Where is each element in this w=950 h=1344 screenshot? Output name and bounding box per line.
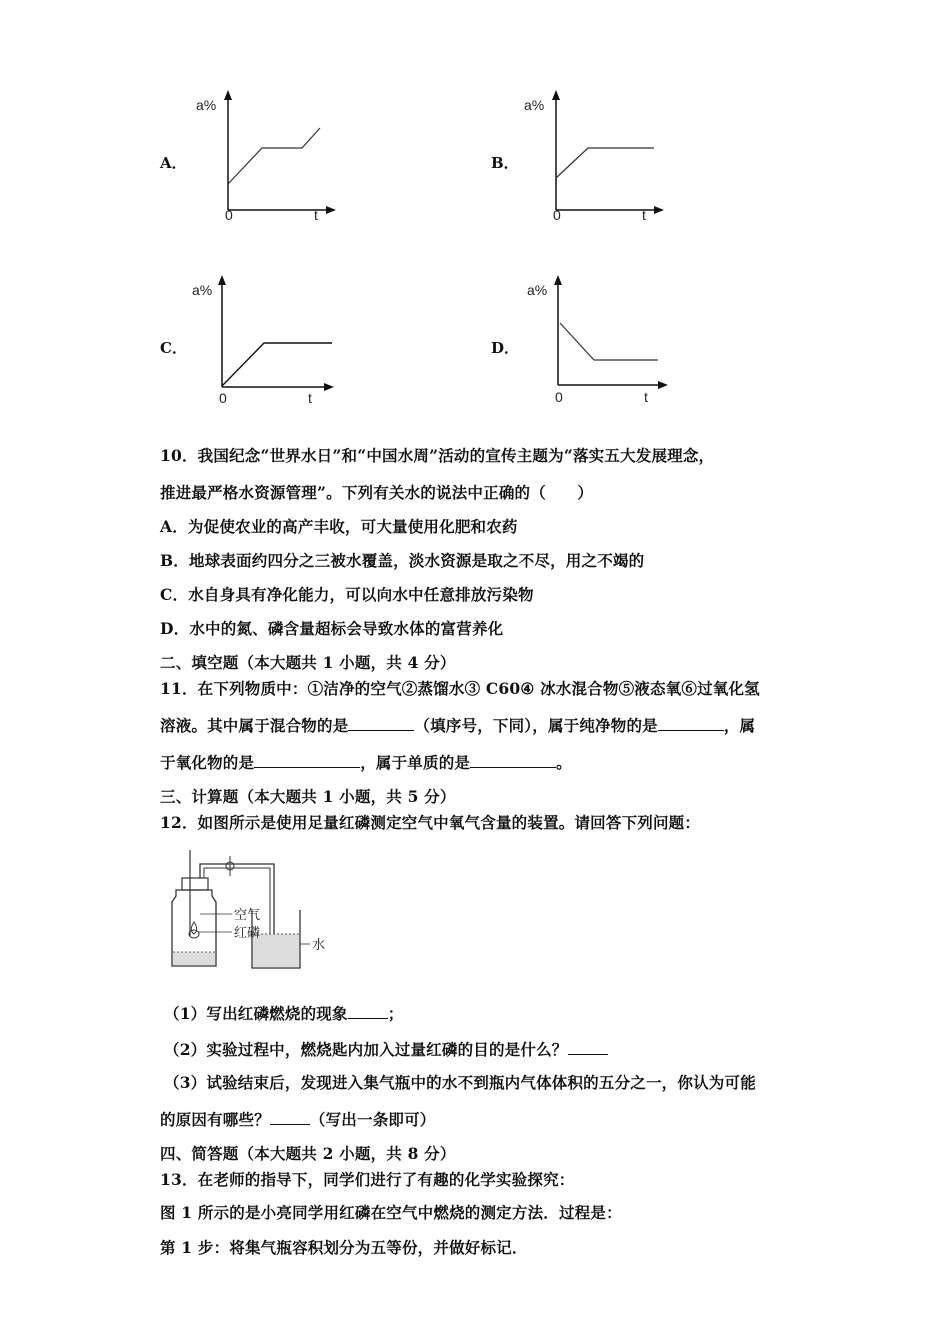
graph-b-x-arrow xyxy=(654,206,664,214)
q10-option-c: C．水自身具有净化能力，可以向水中任意排放污染物 xyxy=(160,585,534,604)
section2-title: 二、填空题（本大题共 1 小题，共 4 分） xyxy=(160,653,456,672)
water-label: 水 xyxy=(312,938,326,953)
graph-d-svg xyxy=(522,275,692,415)
graph-c-ylabel: a% xyxy=(192,282,213,298)
graph-b-y-arrow xyxy=(552,90,560,100)
q10-stem-line1: 10．我国纪念“世界水日”和“中国水周”活动的宣传主题为“落实五大发展理念， xyxy=(160,446,715,465)
q10-stem-line2: 推进最严格水资源管理”。下列有关水的说法中正确的（ ） xyxy=(160,483,594,502)
graph-b xyxy=(518,90,678,234)
q11-line3-part-b: ，属于单质的是 xyxy=(360,753,471,772)
bottle-stopper xyxy=(182,878,208,890)
graph-d xyxy=(522,275,692,419)
graph-d-origin: 0 xyxy=(555,389,563,405)
q13-line2: 图 1 所示的是小亮同学用红磷在空气中燃烧的测定方法．过程是： xyxy=(160,1203,622,1222)
q11-blank-mixture[interactable] xyxy=(348,716,414,731)
q10-option-a: A．为促使农业的高产丰收，可大量使用化肥和农药 xyxy=(160,517,518,536)
section3-title: 三、计算题（本大题共 1 小题，共 5 分） xyxy=(160,787,456,806)
q10-option-b: B．地球表面约四分之三被水覆盖，淡水资源是取之不尽，用之不竭的 xyxy=(160,551,645,570)
air-label: 空气 xyxy=(234,908,261,923)
graph-b-origin: 0 xyxy=(553,207,561,223)
q11-line3-part-c: 。 xyxy=(556,753,572,772)
graph-a-curve xyxy=(228,128,320,184)
q12-sub3-line2-b: （写出一条即可） xyxy=(309,1110,436,1129)
flame-icon xyxy=(191,922,196,934)
q12-blank-1[interactable] xyxy=(348,1004,388,1019)
apparatus-diagram xyxy=(160,848,360,982)
q11-line3-part-a: 于氧化物的是 xyxy=(160,753,255,772)
q12-sub3-line2 xyxy=(160,1108,436,1130)
q11-blank-pure[interactable] xyxy=(658,716,724,731)
phosphorus-label: 红磷 xyxy=(234,926,261,941)
graph-b-svg xyxy=(518,90,678,230)
graph-b-curve xyxy=(556,148,654,178)
q12-sub2 xyxy=(164,1038,608,1060)
graph-b-ylabel: a% xyxy=(524,97,545,113)
q13-stem: 13．在老师的指导下，同学们进行了有趣的化学实验探究： xyxy=(160,1170,575,1189)
q12-sub1-text: （1）写出红磷燃烧的现象 xyxy=(164,1004,348,1023)
graph-c xyxy=(186,275,356,419)
option-c-label: C． xyxy=(160,339,187,357)
q11-line1: 11．在下列物质中：①洁净的空气②蒸馏水③ C60④ 冰水混合物⑤液态氧⑥过氧化氢 xyxy=(160,679,760,698)
apparatus-svg xyxy=(160,848,360,978)
q12-blank-3[interactable] xyxy=(270,1110,310,1125)
graph-d-curve xyxy=(560,323,658,360)
graph-b-xlabel: t xyxy=(642,207,646,223)
graph-a-svg xyxy=(190,90,350,230)
graph-a-x-arrow xyxy=(326,206,336,214)
q12-sub3-line1: （3）试验结束后，发现进入集气瓶中的水不到瓶内气体体积的五分之一，你认为可能 xyxy=(164,1073,756,1092)
option-b-label: B． xyxy=(491,154,519,172)
q11-blank-oxide[interactable] xyxy=(254,753,360,768)
graph-c-svg xyxy=(186,275,356,415)
q11-line3 xyxy=(160,751,572,773)
graph-c-x-arrow xyxy=(324,383,334,391)
q11-line2-part-a: 溶液。其中属于混合物的是 xyxy=(160,716,349,735)
q13-line3: 第 1 步：将集气瓶容积划分为五等份，并做好标记． xyxy=(160,1238,528,1257)
graph-d-x-arrow xyxy=(658,381,668,389)
graph-a-ylabel: a% xyxy=(196,97,217,113)
graph-d-y-arrow xyxy=(554,275,562,285)
option-a-label: A． xyxy=(160,154,187,172)
q10-option-d: D．水中的氮、磷含量超标会导致水体的富营养化 xyxy=(160,619,504,638)
graph-d-xlabel: t xyxy=(644,389,648,405)
graph-c-origin: 0 xyxy=(219,390,227,406)
q12-sub1-end: ； xyxy=(387,1004,404,1023)
q12-stem: 12．如图所示是使用足量红磷测定空气中氧气含量的装置。请回答下列问题： xyxy=(160,813,701,832)
q11-blank-element[interactable] xyxy=(470,753,556,768)
option-d-label: D． xyxy=(491,339,520,357)
graph-c-xlabel: t xyxy=(308,390,312,406)
q12-sub2-text: （2）实验过程中，燃烧匙内加入过量红磷的目的是什么？ xyxy=(164,1040,568,1059)
q11-line2-part-b: （填序号，下同），属于纯净物的是 xyxy=(414,716,658,735)
q12-sub1 xyxy=(164,1002,403,1024)
q12-sub3-line2-a: 的原因有哪些？ xyxy=(160,1110,270,1129)
graph-a xyxy=(190,90,350,234)
q11-line2-part-c: ，属 xyxy=(723,716,756,735)
q11-line2 xyxy=(160,714,755,736)
q12-blank-2[interactable] xyxy=(568,1040,608,1055)
graph-a-xlabel: t xyxy=(314,207,318,223)
graph-c-curve xyxy=(222,343,332,386)
graph-d-ylabel: a% xyxy=(527,282,548,298)
graph-a-origin: 0 xyxy=(225,207,233,223)
bottle-water xyxy=(173,952,215,965)
graph-c-y-arrow xyxy=(218,275,226,285)
graph-a-y-arrow xyxy=(224,90,232,100)
section4-title: 四、简答题（本大题共 2 小题，共 8 分） xyxy=(160,1144,456,1163)
